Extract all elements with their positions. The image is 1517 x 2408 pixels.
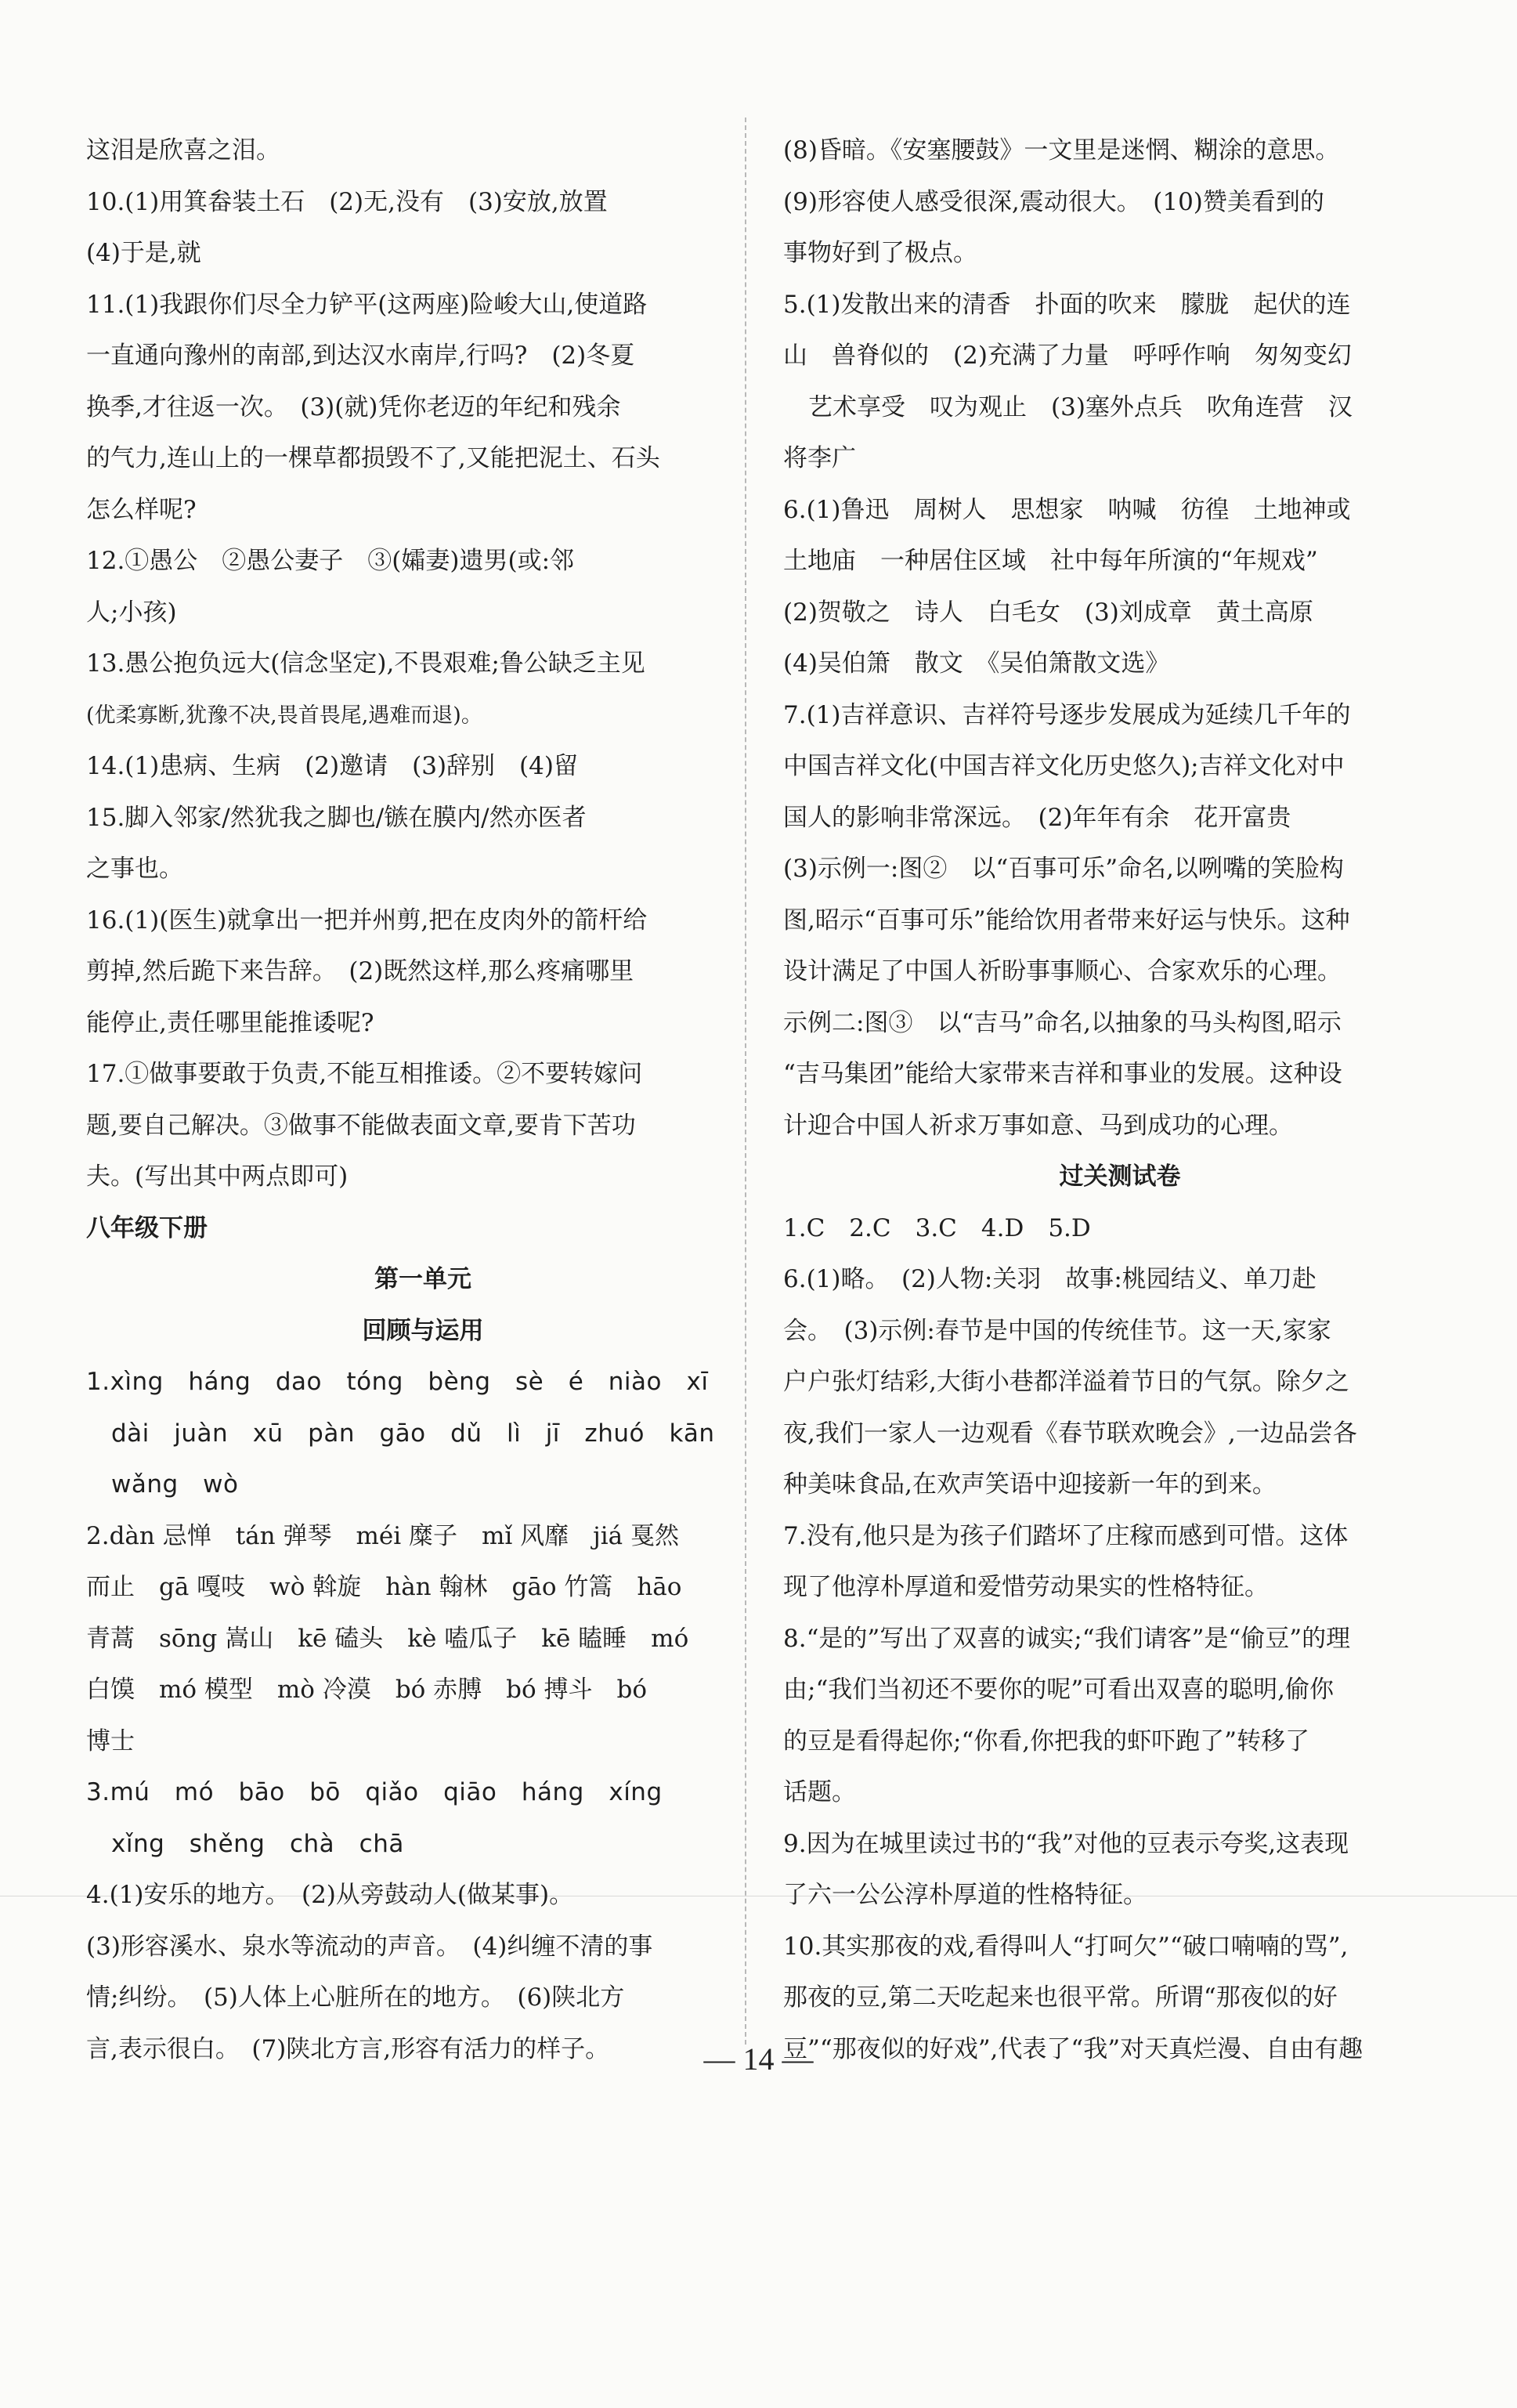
text-line: 15.脚入邻家/然犹我之脚也/镞在膜内/然亦医者 <box>86 803 587 832</box>
text-line: 种美味食品,在欢声笑语中迎接新一年的到来。 <box>783 1470 1277 1499</box>
text-line: 示例二:图③ 以“吉马”命名,以抽象的马头构图,昭示 <box>783 1008 1342 1037</box>
text-line: 2.dàn 忌惮 tán 弹琴 méi 糜子 mǐ 风靡 jiá 戛然 <box>86 1521 680 1550</box>
text-line: 山 兽脊似的 (2)充满了力量 呼呼作响 匆匆变幻 <box>783 342 1352 370</box>
text-line: 白馍 mó 模型 mò 冷漠 bó 赤膊 bó 搏斗 bó <box>86 1676 648 1704</box>
text-line: 言,表示很白。 (7)陕北方言,形容有活力的样子。 <box>86 2034 610 2063</box>
text-line: 了六一公公淳朴厚道的性格特征。 <box>783 1881 1147 1909</box>
text-line: 7.(1)吉祥意识、吉祥符号逐步发展成为延续几千年的 <box>783 700 1351 729</box>
text-line: 3.mú mó bāo bō qiǎo qiāo háng xíng <box>86 1778 663 1806</box>
text-line: 现了他淳朴厚道和爱惜劳动果实的性格特征。 <box>783 1573 1269 1601</box>
text-line: 话题。 <box>783 1778 856 1806</box>
text-line: 4.(1)安乐的地方。 (2)从旁鼓动人(做某事)。 <box>86 1881 574 1909</box>
text-line: 17.①做事要敢于负责,不能互相推诿。②不要转嫁问 <box>86 1060 643 1088</box>
text-line: 7.没有,他只是为孩子们踏坏了庄稼而感到可惜。这体 <box>783 1521 1349 1550</box>
right-column <box>783 125 1457 2075</box>
text-line: 情;纠纷。 (5)人体上心脏所在的地方。 (6)陕北方 <box>86 1983 625 2012</box>
text-line: (8)昏暗。《安塞腰鼓》一文里是迷惘、糊涂的意思。 <box>783 136 1340 165</box>
text-line: xǐng shěng chà chā <box>111 1829 404 1858</box>
left-column <box>86 125 760 2075</box>
text-line: 图,昭示“百事可乐”能给饮用者带来好运与快乐。这种 <box>783 906 1350 935</box>
text-line: 能停止,责任哪里能推诿呢? <box>86 1008 374 1037</box>
text-line: (2)贺敬之 诗人 白毛女 (3)刘成章 黄土高原 <box>783 598 1313 627</box>
text-line: 13.愚公抱负远大(信念坚定),不畏艰难;鲁公缺乏主见 <box>86 649 645 678</box>
text-line: 会。 (3)示例:春节是中国的传统佳节。这一天,家家 <box>783 1316 1331 1345</box>
text-line: 之事也。 <box>86 855 183 883</box>
column-divider <box>745 118 746 2045</box>
text-line: 10.其实那夜的戏,看得叫人“打呵欠”“破口喃喃的骂”, <box>783 1932 1349 1961</box>
text-line: 11.(1)我跟你们尽全力铲平(这两座)险峻大山,使道路 <box>86 290 648 319</box>
text-line: 人;小孩) <box>86 598 177 627</box>
page-number: — 14 — <box>703 2041 814 2077</box>
text-line: 户户张灯结彩,大街小巷都洋溢着节日的气氛。除夕之 <box>783 1368 1349 1396</box>
text-line: 5.(1)发散出来的清香 扑面的吹来 朦胧 起伏的连 <box>783 290 1351 319</box>
text-line: 八年级下册 <box>86 1213 208 1242</box>
text-line: 事物好到了极点。 <box>783 239 977 267</box>
text-line: 6.(1)略。 (2)人物:关羽 故事:桃园结义、单刀赴 <box>783 1265 1317 1293</box>
text-line: 10.(1)用箕畚装土石 (2)无,没有 (3)安放,放置 <box>86 187 608 216</box>
text-line: 1.xìng háng dao tóng bèng sè é niào xī <box>86 1368 709 1396</box>
text-line: 青蒿 sōng 嵩山 kē 磕头 kè 嗑瓜子 kē 瞌睡 mó <box>86 1624 689 1653</box>
text-line: 9.因为在城里读过书的“我”对他的豆表示夸奖,这表现 <box>783 1829 1349 1858</box>
text-line: (优柔寡断,犹豫不决,畏首畏尾,遇难而退)。 <box>86 703 482 728</box>
text-line: 国人的影响非常深远。 (2)年年有余 花开富贵 <box>783 803 1291 832</box>
text-line: 夫。(写出其中两点即可) <box>86 1162 349 1191</box>
text-line: 第一单元 <box>374 1265 471 1293</box>
text-line: 剪掉,然后跪下来告辞。 (2)既然这样,那么疼痛哪里 <box>86 957 634 985</box>
text-line: 题,要自己解决。③做事不能做表面文章,要肯下苦功 <box>86 1111 636 1140</box>
text-line: wǎng wò <box>111 1470 239 1499</box>
text-line: (9)形容使人感受很深,震动很大。 (10)赞美看到的 <box>783 187 1324 216</box>
text-line: 设计满足了中国人祈盼事事顺心、合家欢乐的心理。 <box>783 957 1342 985</box>
text-line: 的气力,连山上的一棵草都损毁不了,又能把泥土、石头 <box>86 444 660 472</box>
text-line: 中国吉祥文化(中国吉祥文化历史悠久);吉祥文化对中 <box>783 752 1345 780</box>
text-line: (4)吴伯箫 散文 《吴伯箫散文选》 <box>783 649 1170 678</box>
text-line: 换季,才往返一次。 (3)(就)凭你老迈的年纪和残余 <box>86 392 621 421</box>
text-line: 回顾与运用 <box>362 1316 484 1345</box>
text-line: 博士 <box>86 1726 135 1755</box>
text-line: (3)形容溪水、泉水等流动的声音。 (4)纠缠不清的事 <box>86 1932 653 1961</box>
text-line: dài juàn xū pàn gāo dǔ lì jī zhuó kān <box>111 1419 715 1448</box>
text-line: 那夜的豆,第二天吃起来也很平常。所谓“那夜似的好 <box>783 1983 1338 2012</box>
text-line: 由;“我们当初还不要你的呢”可看出双喜的聪明,偷你 <box>783 1676 1334 1704</box>
text-line: 12.①愚公 ②愚公妻子 ③(孀妻)遗男(或:邻 <box>86 547 575 575</box>
text-line: (3)示例一:图② 以“百事可乐”命名,以咧嘴的笑脸构 <box>783 855 1344 883</box>
text-line: 豆”“那夜似的好戏”,代表了“我”对天真烂漫、自由有趣 <box>783 2034 1363 2063</box>
text-line: 而止 gā 嘎吱 wò 斡旋 hàn 翰林 gāo 竹篙 hāo <box>86 1573 682 1601</box>
text-line: 的豆是看得起你;“你看,你把我的虾吓跑了”转移了 <box>783 1726 1309 1755</box>
text-line: 1.C 2.C 3.C 4.D 5.D <box>783 1213 1091 1242</box>
text-line: 怎么样呢? <box>86 495 197 524</box>
text-line: 土地庙 一种居住区域 社中每年所演的“年规戏” <box>783 547 1318 575</box>
text-line: 过关测试卷 <box>1059 1162 1181 1191</box>
text-line: “吉马集团”能给大家带来吉祥和事业的发展。这种设 <box>783 1060 1342 1088</box>
text-line: 6.(1)鲁迅 周树人 思想家 呐喊 彷徨 土地神或 <box>783 495 1351 524</box>
text-line: 艺术享受 叹为观止 (3)塞外点兵 吹角连营 汉 <box>808 392 1353 421</box>
text-line: (4)于是,就 <box>86 239 201 267</box>
text-line: 计迎合中国人祈求万事如意、马到成功的心理。 <box>783 1111 1293 1140</box>
text-line: 夜,我们一家人一边观看《春节联欢晚会》,一边品尝各 <box>783 1419 1357 1448</box>
text-line: 一直通向豫州的南部,到达汉水南岸,行吗? (2)冬夏 <box>86 342 635 370</box>
text-line: 8.“是的”写出了双喜的诚实;“我们请客”是“偷豆”的理 <box>783 1624 1351 1653</box>
text-line: 14.(1)患病、生病 (2)邀请 (3)辞别 (4)留 <box>86 752 578 780</box>
text-line: 这泪是欣喜之泪。 <box>86 136 280 165</box>
text-line: 将李广 <box>783 444 856 472</box>
text-line: 16.(1)(医生)就拿出一把并州剪,把在皮肉外的箭杆给 <box>86 906 648 935</box>
